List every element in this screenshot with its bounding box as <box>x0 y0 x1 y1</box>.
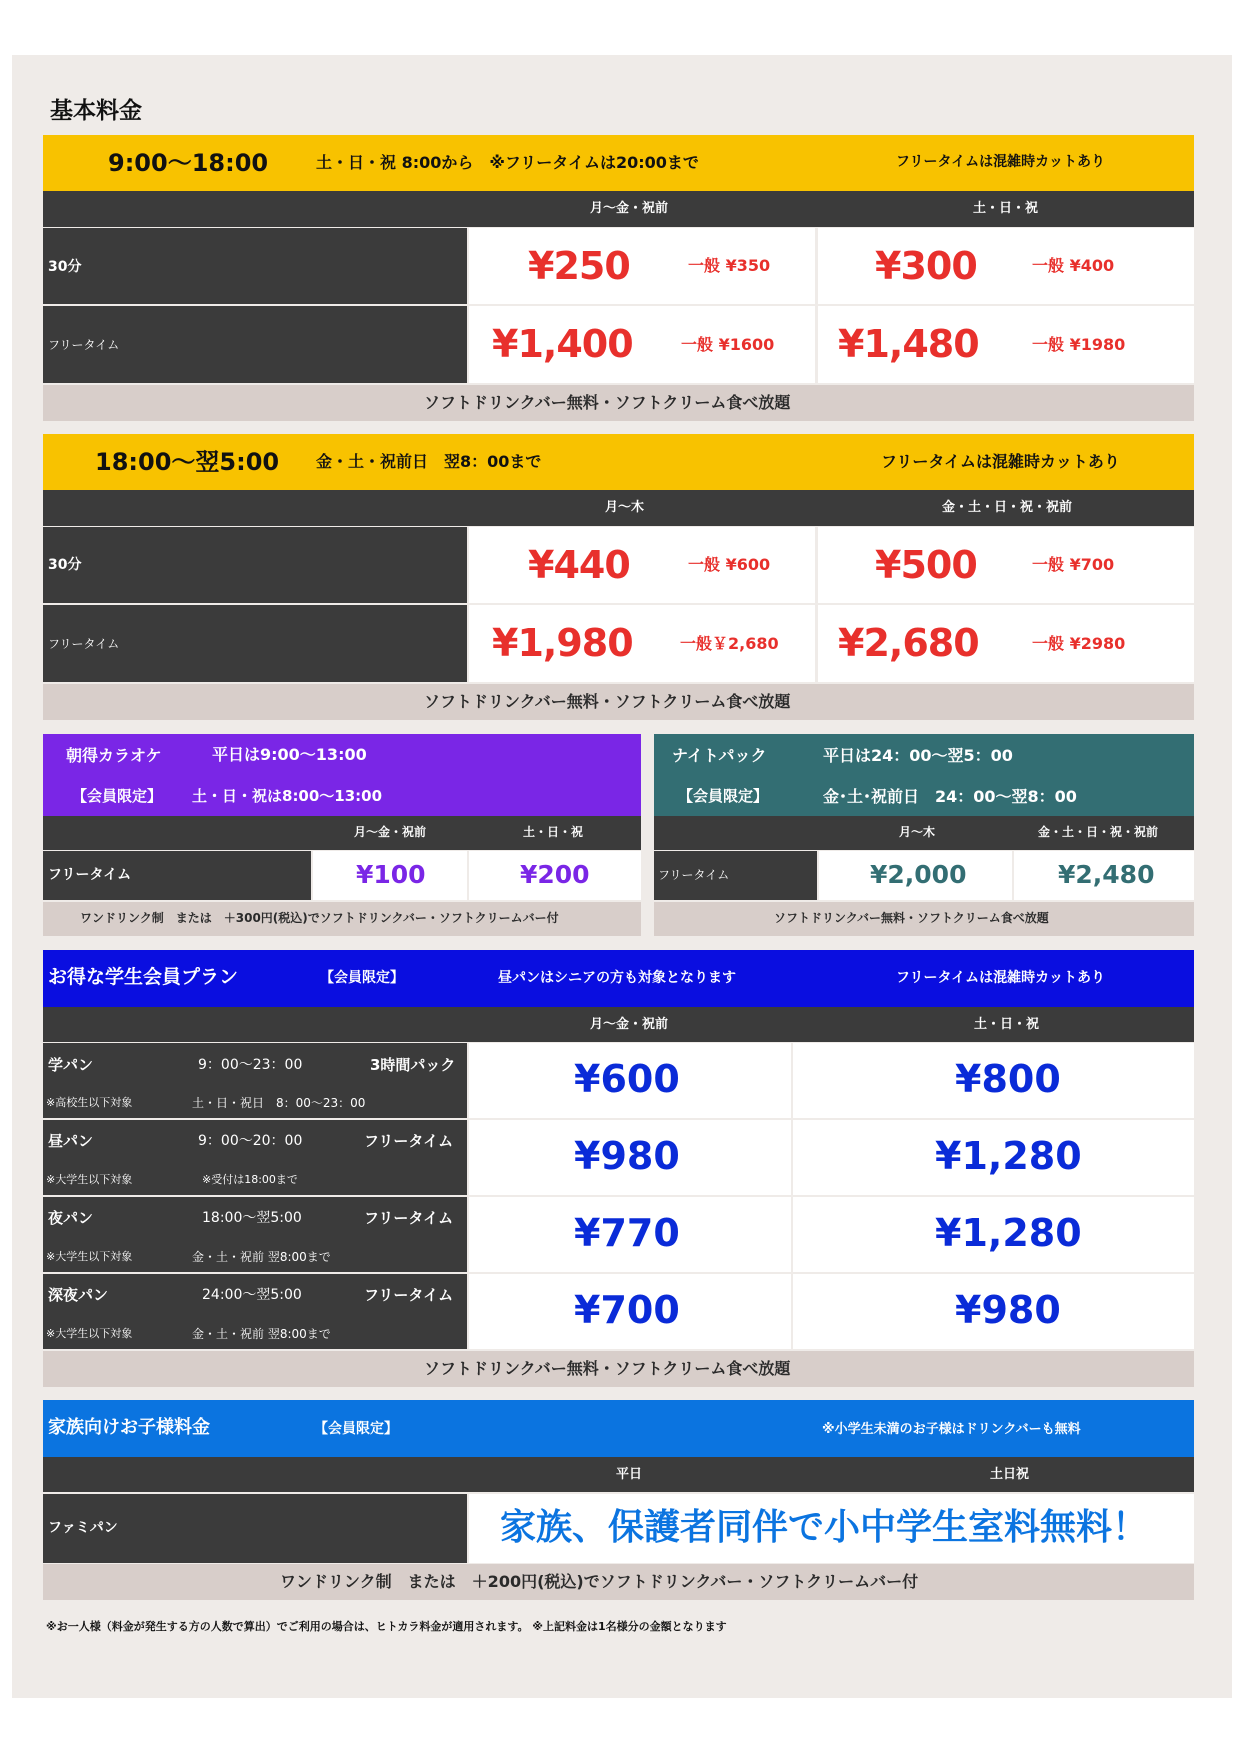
student-row2-name: 昼パン <box>48 1132 94 1150</box>
student-title: お得な学生会員プラン <box>48 966 239 988</box>
night-col2: 金・土・日・祝・祝前 <box>942 500 1073 515</box>
morning-member: 【会員限定】 <box>72 787 163 805</box>
night-row2-general2: 一般 ¥2980 <box>1032 634 1126 653</box>
student-row1-type: 3時間パック <box>370 1056 456 1074</box>
student-row4-name: 深夜パン <box>48 1286 109 1304</box>
student-row1-name: 学パン <box>48 1056 94 1074</box>
night-row2-label: フリータイム <box>48 637 120 651</box>
nightpack-col1: 月〜木 <box>899 825 936 839</box>
student-row4-price1: ¥700 <box>574 1288 680 1332</box>
morning-col2: 土・日・祝 <box>523 825 584 839</box>
day-row1-label: 30分 <box>48 259 82 275</box>
bottom-note: ※お一人様（料金が発生する方の人数で算出）でご利用の場合は、ヒトカラ料金が適用されます。 ※上記料金は1名様分の金額となります <box>46 1620 727 1633</box>
student-row4-price2: ¥980 <box>955 1288 1061 1332</box>
student-col1: 月〜金・祝前 <box>590 1017 669 1032</box>
day-note: 土・日・祝 8:00から ※フリータイムは20:00まで <box>316 153 699 172</box>
student-row1-price1: ¥600 <box>574 1057 680 1101</box>
student-row4-target: ※大学生以下対象 <box>46 1327 133 1340</box>
night-row1-price1: ¥440 <box>528 543 630 587</box>
morning-title: 朝得カラオケ <box>66 746 162 765</box>
day-col2: 土・日・祝 <box>973 201 1039 216</box>
student-row3-name: 夜パン <box>48 1209 94 1227</box>
student-row1-time: 9：00〜23：00 <box>198 1057 303 1073</box>
student-row3-target: ※大学生以下対象 <box>46 1250 133 1263</box>
night-row-label-cell <box>43 527 467 603</box>
morning-price1: ¥100 <box>356 860 426 889</box>
family-footer-text: ワンドリンク制 または ＋200円(税込)でソフトドリンクバー・ソフトクリームバー付 <box>280 1572 919 1591</box>
day-col1: 月〜金・祝前 <box>590 201 669 216</box>
student-row4-type: フリータイム <box>364 1286 454 1304</box>
student-row2-type: フリータイム <box>364 1132 454 1150</box>
student-footer-text: ソフトドリンクバー無料・ソフトクリーム食べ放題 <box>424 1359 791 1378</box>
nightpack-title: ナイトパック <box>672 746 767 765</box>
morning-col1: 月〜金・祝前 <box>354 825 427 839</box>
student-row2-sub: ※受付は18:00まで <box>202 1173 298 1186</box>
student-row1-target: ※高校生以下対象 <box>46 1096 133 1109</box>
family-row-label: ファミパン <box>48 1520 118 1536</box>
student-row3-price2: ¥1,280 <box>935 1211 1082 1255</box>
morning-hours2: 土・日・祝は8:00〜13:00 <box>192 787 383 805</box>
day-row2-general2: 一般 ¥1980 <box>1032 335 1126 354</box>
family-col2: 土日祝 <box>990 1467 1030 1482</box>
night-row1-label: 30分 <box>48 557 82 573</box>
student-row2-price2: ¥1,280 <box>935 1134 1082 1178</box>
student-row1-price2: ¥800 <box>955 1057 1061 1101</box>
family-message: 家族、保護者同伴で小中学生室料無料！ <box>500 1507 1149 1548</box>
day-row1-general1: 一般 ¥350 <box>688 256 771 275</box>
night-footer-text: ソフトドリンクバー無料・ソフトクリーム食べ放題 <box>424 692 791 711</box>
student-row3-type: フリータイム <box>364 1209 454 1227</box>
student-row1-sub: 土・日・祝日 8：00〜23：00 <box>192 1096 366 1110</box>
page-title: 基本料金 <box>50 98 142 124</box>
night-row2-price2: ¥2,680 <box>838 621 979 665</box>
student-note2: フリータイムは混雑時カットあり <box>896 970 1106 986</box>
morning-price2: ¥200 <box>520 860 590 889</box>
day-time: 9:00〜18:00 <box>108 149 269 177</box>
family-title: 家族向けお子様料金 <box>48 1417 210 1438</box>
family-note: ※小学生未満のお子様はドリンクバーも無料 <box>822 1422 1081 1437</box>
day-row-label-cell <box>43 228 467 304</box>
night-time: 18:00〜翌5:00 <box>95 448 280 476</box>
day-row2-price1: ¥1,400 <box>492 322 633 366</box>
nightpack-hours2: 金･土･祝前日 24：00〜翌8：00 <box>823 787 1077 806</box>
family-member: 【会員限定】 <box>314 1421 398 1437</box>
night-note: 金・土・祝前日 翌8：00まで <box>316 452 542 471</box>
family-col1: 平日 <box>616 1467 643 1482</box>
student-row3-sub: 金・土・祝前 翌8:00まで <box>192 1250 331 1264</box>
student-row2-target: ※大学生以下対象 <box>46 1173 133 1186</box>
nightpack-col2: 金・土・日・祝・祝前 <box>1038 825 1159 839</box>
student-row4-time: 24:00〜翌5:00 <box>202 1287 302 1303</box>
day-note2: フリータイムは混雑時カットあり <box>896 154 1106 170</box>
student-row4-sub: 金・土・祝前 翌8:00まで <box>192 1327 331 1341</box>
student-note: 昼パンはシニアの方も対象となります <box>498 970 736 986</box>
student-col2: 土・日・祝 <box>974 1017 1040 1032</box>
nightpack-hours1: 平日は24：00〜翌5：00 <box>823 746 1013 765</box>
day-row2-price2: ¥1,480 <box>838 322 979 366</box>
night-note2: フリータイムは混雑時カットあり <box>881 452 1120 471</box>
day-footer-text: ソフトドリンクバー無料・ソフトクリーム食べ放題 <box>424 393 791 412</box>
morning-hours1: 平日は9:00〜13:00 <box>212 745 367 764</box>
day-row1-price1: ¥250 <box>528 244 630 288</box>
night-row1-general2: 一般 ¥700 <box>1032 555 1115 574</box>
nightpack-member: 【会員限定】 <box>678 787 769 805</box>
night-row2-general1: 一般￥2,680 <box>680 634 779 653</box>
night-col1: 月〜木 <box>605 500 645 515</box>
day-row1-general2: 一般 ¥400 <box>1032 256 1115 275</box>
night-row2-price1: ¥1,980 <box>492 621 633 665</box>
student-row2-time: 9：00〜20：00 <box>198 1133 303 1149</box>
day-row2-label: フリータイム <box>48 338 120 352</box>
nightpack-price2: ¥2,480 <box>1058 860 1155 889</box>
nightpack-row-label: フリータイム <box>658 868 730 882</box>
nightpack-price1: ¥2,000 <box>870 860 967 889</box>
day-row2-general1: 一般 ¥1600 <box>681 335 775 354</box>
student-row3-price1: ¥770 <box>574 1211 680 1255</box>
day-row1-price2: ¥300 <box>875 244 977 288</box>
student-member: 【会員限定】 <box>320 970 404 986</box>
night-row1-general1: 一般 ¥600 <box>688 555 771 574</box>
nightpack-footer-text: ソフトドリンクバー無料・ソフトクリーム食べ放題 <box>774 911 1049 925</box>
student-row3-time: 18:00〜翌5:00 <box>202 1210 302 1226</box>
student-row2-price1: ¥980 <box>574 1134 680 1178</box>
morning-footer-text: ワンドリンク制 または ＋300円(税込)でソフトドリンクバー・ソフトクリームバー付 <box>80 911 559 925</box>
night-row1-price2: ¥500 <box>875 543 977 587</box>
morning-row-label: フリータイム <box>48 867 132 883</box>
